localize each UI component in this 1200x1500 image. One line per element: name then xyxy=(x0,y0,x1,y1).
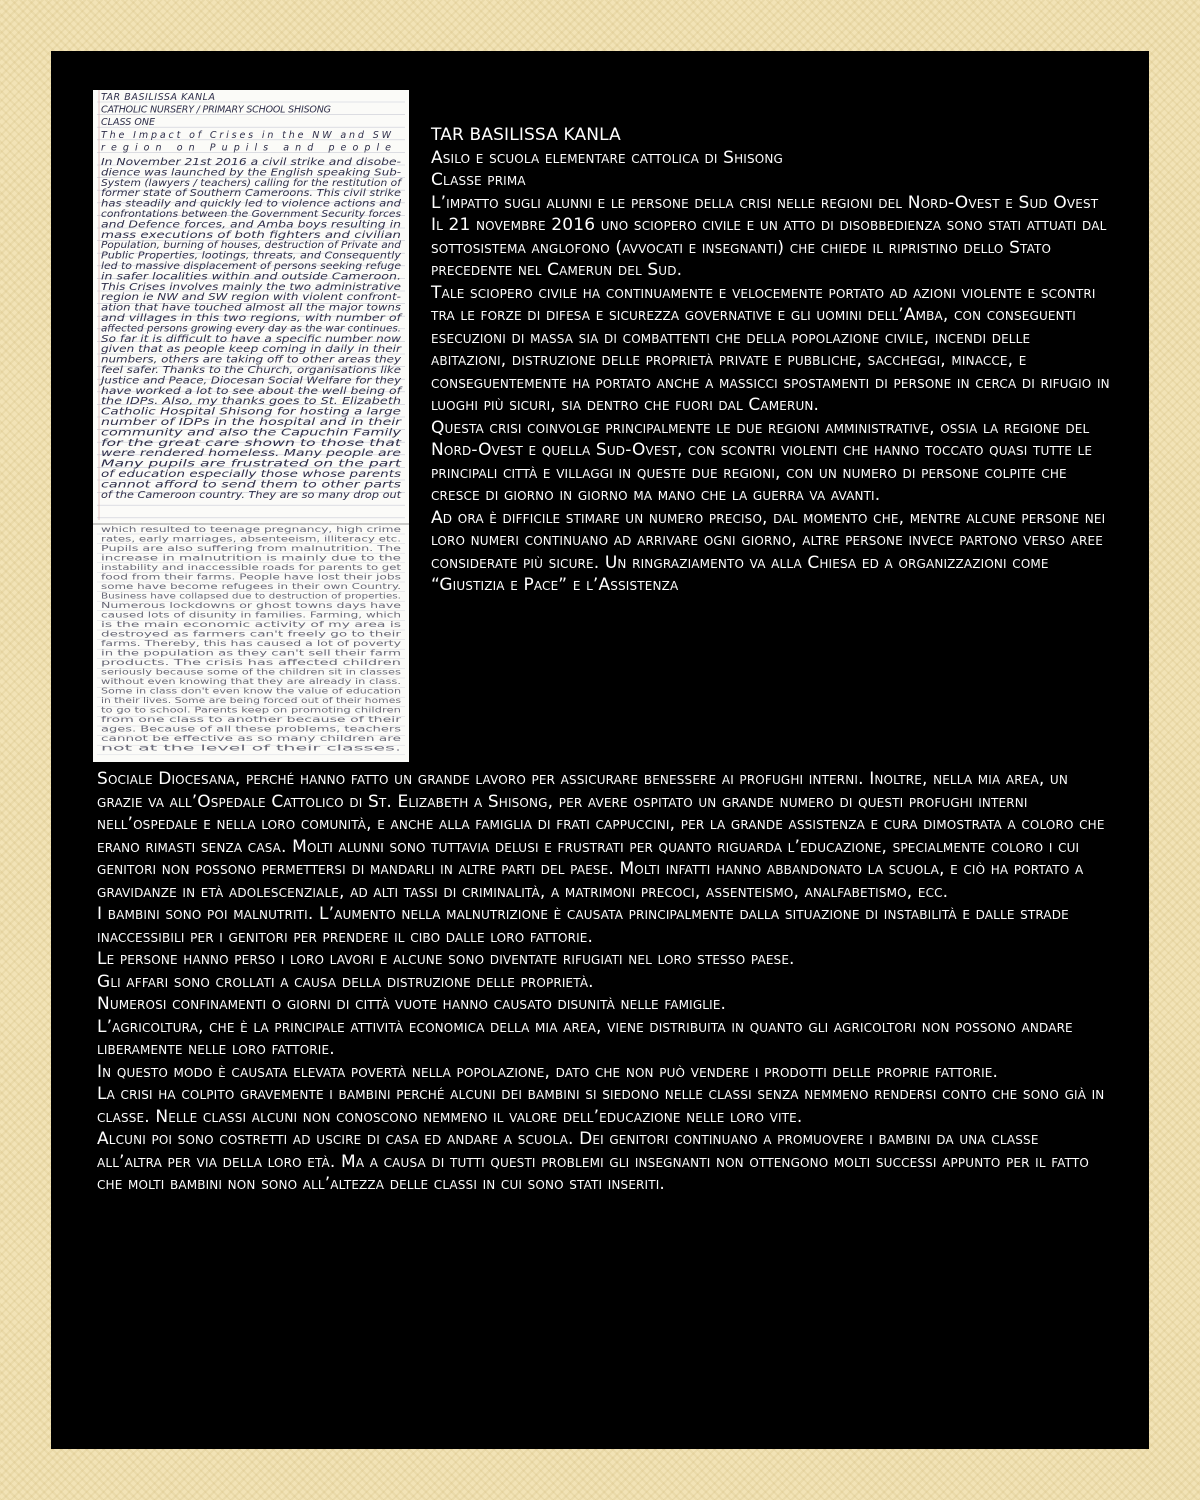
scan-lower-line: which resulted to teenage pregnancy, high crime xyxy=(101,525,402,534)
scan-lower-line: without even knowing that they are already in class. xyxy=(101,677,401,686)
essay-title: L’impatto sugli alunni e le persone della crisi nelle regioni del Nord-Ovest e Sud Ovest xyxy=(431,192,1099,213)
scan-lower-line: caused lots of disunity in families. Farming, which xyxy=(101,610,402,620)
scan-body-line: of education especially those whose parents xyxy=(101,469,402,480)
paragraph-12: Alcuni poi sono costretti ad uscire di casa ed andare a scuola. Dei genitori continuano a promuovere i bambini da una classe all’altra per via della loro età. Ma a causa di tutti questi problemi gli insegnanti non ottengono molti successi appunto per il fatto che molti bambini non sono all’altezza delle classi in cui sono stati inseriti. xyxy=(97,1129,1089,1194)
scan-lower-line: farms. Thereby, this has caused a lot of poverty xyxy=(101,639,402,648)
paragraph-10: In questo modo è causata elevata povertà nella popolazione, dato che non può vendere i prodotti delle proprie fattorie. xyxy=(97,1061,999,1082)
paragraph-1: Il 21 novembre 2016 uno sciopero civile e un atto di disobbedienza sono stati attuati dal sottosistema anglofono (avvocati e insegnanti) che chiede il ripristino dello Stato precedente nel Camerun del Sud. xyxy=(431,215,1107,280)
scan-lower-line: Pupils are also suffering from malnutrition. The xyxy=(101,544,402,553)
scan-body-line: numbers, others are taking off to other areas they xyxy=(101,354,402,366)
paragraph-5: I bambini sono poi malnutriti. L’aumento nella malnutrizione è causata principalmente dalla situazione di instabilità e dalle strade inaccessibili per i genitori per prendere il cibo dalle loro fattorie. xyxy=(97,904,1069,947)
scan-body-line: In November 21st 2016 a civil strike and disobe- xyxy=(101,157,402,168)
scan-lower-line: cannot be effective as so many children are xyxy=(101,734,402,743)
scan-lower-line: increase in malnutrition is mainly due to the xyxy=(101,553,402,563)
paragraph-3: Questa crisi coinvolge principalmente le due regioni amministrative, ossia la regione del Nord-Ovest e quella Sud-Ovest, con scontri violenti che hanno toccato quasi tutte le principali città e villaggi in queste due regioni, con un numero di persone colpite che cresce di giorno in giorno ma mano che la guerra va avanti. xyxy=(431,417,1093,505)
scan-body-line: of the Cameroon country. They are so many drop out xyxy=(101,489,403,501)
scan-lower-line: is the main economic activity of my area is xyxy=(101,620,402,629)
scan-lower-line: not at the level of their classes. xyxy=(101,743,401,753)
scan-body-line: cannot afford to send them to other parts xyxy=(101,479,402,491)
handwritten-letter-scan xyxy=(93,90,409,762)
paragraph-2: Tale sciopero civile ha continuamente e velocemente portato ad azioni violente e scontri tra le forze di difesa e sicurezza governative e gli uomini dell’Amba, con conseguenti esecuzioni di massa sia di combattenti che della popolazione civile, incendi delle abitazioni, distruzione delle proprietà private e pubbliche, saccheggi, minacce, e conseguentemente ha portato anche a massicci spostamenti di persone in cerca di rifugio in luoghi più sicuri, sia dentro che fuori dal Camerun. xyxy=(431,282,1110,415)
paragraph-6: Le persone hanno perso i loro lavori e alcune sono diventate rifugiati nel loro stesso paese. xyxy=(97,949,795,969)
handwritten-letter-image xyxy=(93,90,409,762)
scan-body-line: were rendered homeless. Many people are xyxy=(101,448,402,460)
scan-lower-line: seriously because some of the children sit in classes xyxy=(101,667,402,677)
author-name: TAR BASILISSA KANLA xyxy=(431,125,621,145)
scan-lower-line: some have become refugees in their own Country. xyxy=(101,582,401,591)
scan-lower-line: in the population as they can't sell their farm xyxy=(101,648,401,658)
scan-lower-line: Numerous lockdowns or ghost towns days have xyxy=(101,601,402,610)
scan-lower-line: destroyed as farmers can't freely go to their xyxy=(101,629,403,639)
paragraph-11: La crisi ha colpito gravemente i bambini perché alcuni dei bambini si siedono nelle classi senza nemmeno rendersi conto che sono già in classe. Nelle classi alcuni non conoscono nemmeno il valore dell’educazione nelle loro vite. xyxy=(97,1084,1105,1127)
scan-body-line: have worked a lot to see about the well being of xyxy=(101,385,404,397)
translation-full-width-column xyxy=(97,768,1107,1196)
scan-body-line: ation that have touched almost all the major towns xyxy=(101,302,402,314)
scan-body-line: for the great care shown to those that xyxy=(101,437,404,449)
scan-body-line: This Crises involves mainly the two administrative xyxy=(101,281,402,293)
paragraph-4-start: Ad ora è difficile stimare un numero preciso, dal momento che, mentre alcune persone nei loro numeri continuano ad arrivare ogni giorno, altre persone invece partono verso aree considerate più sicure. Un ringraziamento va alla Chiesa ed a organizzazioni come “Giustizia e Pace” e l’Assistenza xyxy=(431,507,1106,595)
scan-body-line: Many pupils are frustrated on the part xyxy=(101,458,404,470)
scan-body-line: and villages in this two regions, with number of xyxy=(101,313,404,324)
scan-body-line: former state of Southern Cameroons. This civil strike xyxy=(101,188,402,200)
scan-lower-line: rates, early marriages, absenteeism, illiteracy etc. xyxy=(101,534,401,544)
scan-body-line: region ie NW and SW region with violent confront- xyxy=(101,292,402,304)
scan-body-line: Justice and Peace, Diocesan Social Welfare for they xyxy=(98,375,402,387)
scan-body-line: affected persons growing every day as the war continues. xyxy=(101,323,401,335)
scan-body-line: feel safer. Thanks to the Church, organisations like xyxy=(101,365,402,376)
scan-body-line: confrontations between the Government Security forces xyxy=(101,209,402,220)
scan-lower-line: Business have collapsed due to destruction of properties. xyxy=(101,591,401,601)
scan-header-line: The Impact of Crises in the NW and SW xyxy=(101,129,391,141)
scan-body-line: Population, burning of houses, destruction of Private and xyxy=(101,240,403,252)
scan-lower-line: in their lives. Some are being forced out of their homes xyxy=(101,696,402,705)
scan-body-line: Public Properties, lootings, threats, and Consequently xyxy=(101,250,402,262)
scan-body-line: has steadily and quickly led to violence actions and xyxy=(101,198,403,210)
scan-body-line: led to massive displacement of persons seeking refuge xyxy=(101,261,402,272)
scan-lower-line: food from their farms. People have lost their jobs xyxy=(101,572,402,582)
scan-body-line: Catholic Hospital Shisong for hosting a large xyxy=(101,406,402,418)
scan-lower-line: from one class to another because of their xyxy=(101,715,403,724)
paragraph-8: Numerosi confinamenti o giorni di città vuote hanno causato disunità nelle famiglie. xyxy=(97,994,727,1014)
scan-body-line: and Defence forces, and Amba boys resulting in xyxy=(101,219,401,231)
scan-lower-line: instability and inaccessible roads for parents to get xyxy=(101,563,402,572)
scan-body-line: dience was launched by the English speaking Sub- xyxy=(101,167,402,179)
scan-body-line: So far it is difficult to have a specific number now xyxy=(101,333,402,345)
scan-body-line: in safer localities within and outside Cameroon. xyxy=(101,271,401,283)
scan-body-line: given that as people keep coming in daily in their xyxy=(101,344,403,356)
scan-body-line: the IDPs. Also, my thanks goes to St. Elizabeth xyxy=(101,396,401,408)
scan-header-line: TAR BASILISSA KANLA xyxy=(101,92,215,103)
school-name: Asilo e scuola elementare cattolica di Shisong xyxy=(431,147,783,168)
scan-header-line: CLASS ONE xyxy=(101,117,155,129)
translation-top-column xyxy=(431,124,1111,597)
scan-lower-line: ages. Because of all these problems, teachers xyxy=(101,724,402,734)
scan-lower-line: to go to school. Parents keep on promoting children xyxy=(101,705,402,715)
scan-header-line: region on Pupils and people xyxy=(101,142,391,154)
paragraph-7: Gli affari sono crollati a causa della distruzione delle proprietà. xyxy=(97,971,594,992)
paragraph-4-continued: Sociale Diocesana, perché hanno fatto un grande lavoro per assicurare benessere ai profughi interni. Inoltre, nella mia area, un grazie va all’Ospedale Cattolico di St. Elizabeth a Shisong, per avere ospitato un grande numero di questi profughi interni nell’ospedale e nella loro comunità, e anche alla famiglia di frati cappuccini, per la grande assistenza e cura dimostrata a coloro che erano rimasti senza casa. Molti alunni sono tuttavia delusi e frustrati per quanto riguarda l’educazione, specialmente coloro i cui genitori non possono permettersi di mandarli in altre parti del paese. Molti infatti hanno abbandonato la scuola, e ciò ha portato a gravidanze in età adolescenziale, ad alti tassi di criminalità, a matrimoni precoci, assenteismo, analfabetismo, ecc. xyxy=(97,769,1105,902)
scan-header-line: CATHOLIC NURSERY / PRIMARY SCHOOL SHISONG xyxy=(101,104,331,116)
scan-lower-line: products. The crisis has affected children xyxy=(101,658,402,667)
scan-body-line: System (lawyers / teachers) calling for the restitution of xyxy=(101,177,403,189)
scan-body-line: community and also the Capuchin Family xyxy=(101,427,402,439)
scan-lower-line: Some in class don't even know the value of education xyxy=(101,686,402,696)
paragraph-9: L’agricoltura, che è la principale attività economica della mia area, viene distribuita in quanto gli agricoltori non possono andare liberamente nelle loro fattorie. xyxy=(97,1016,1073,1059)
class-name: Classe prima xyxy=(431,170,526,190)
scan-body-line: mass executions of both fighters and civilian xyxy=(101,229,401,241)
scan-body-line: number of IDPs in the hospital and in their xyxy=(101,417,403,428)
